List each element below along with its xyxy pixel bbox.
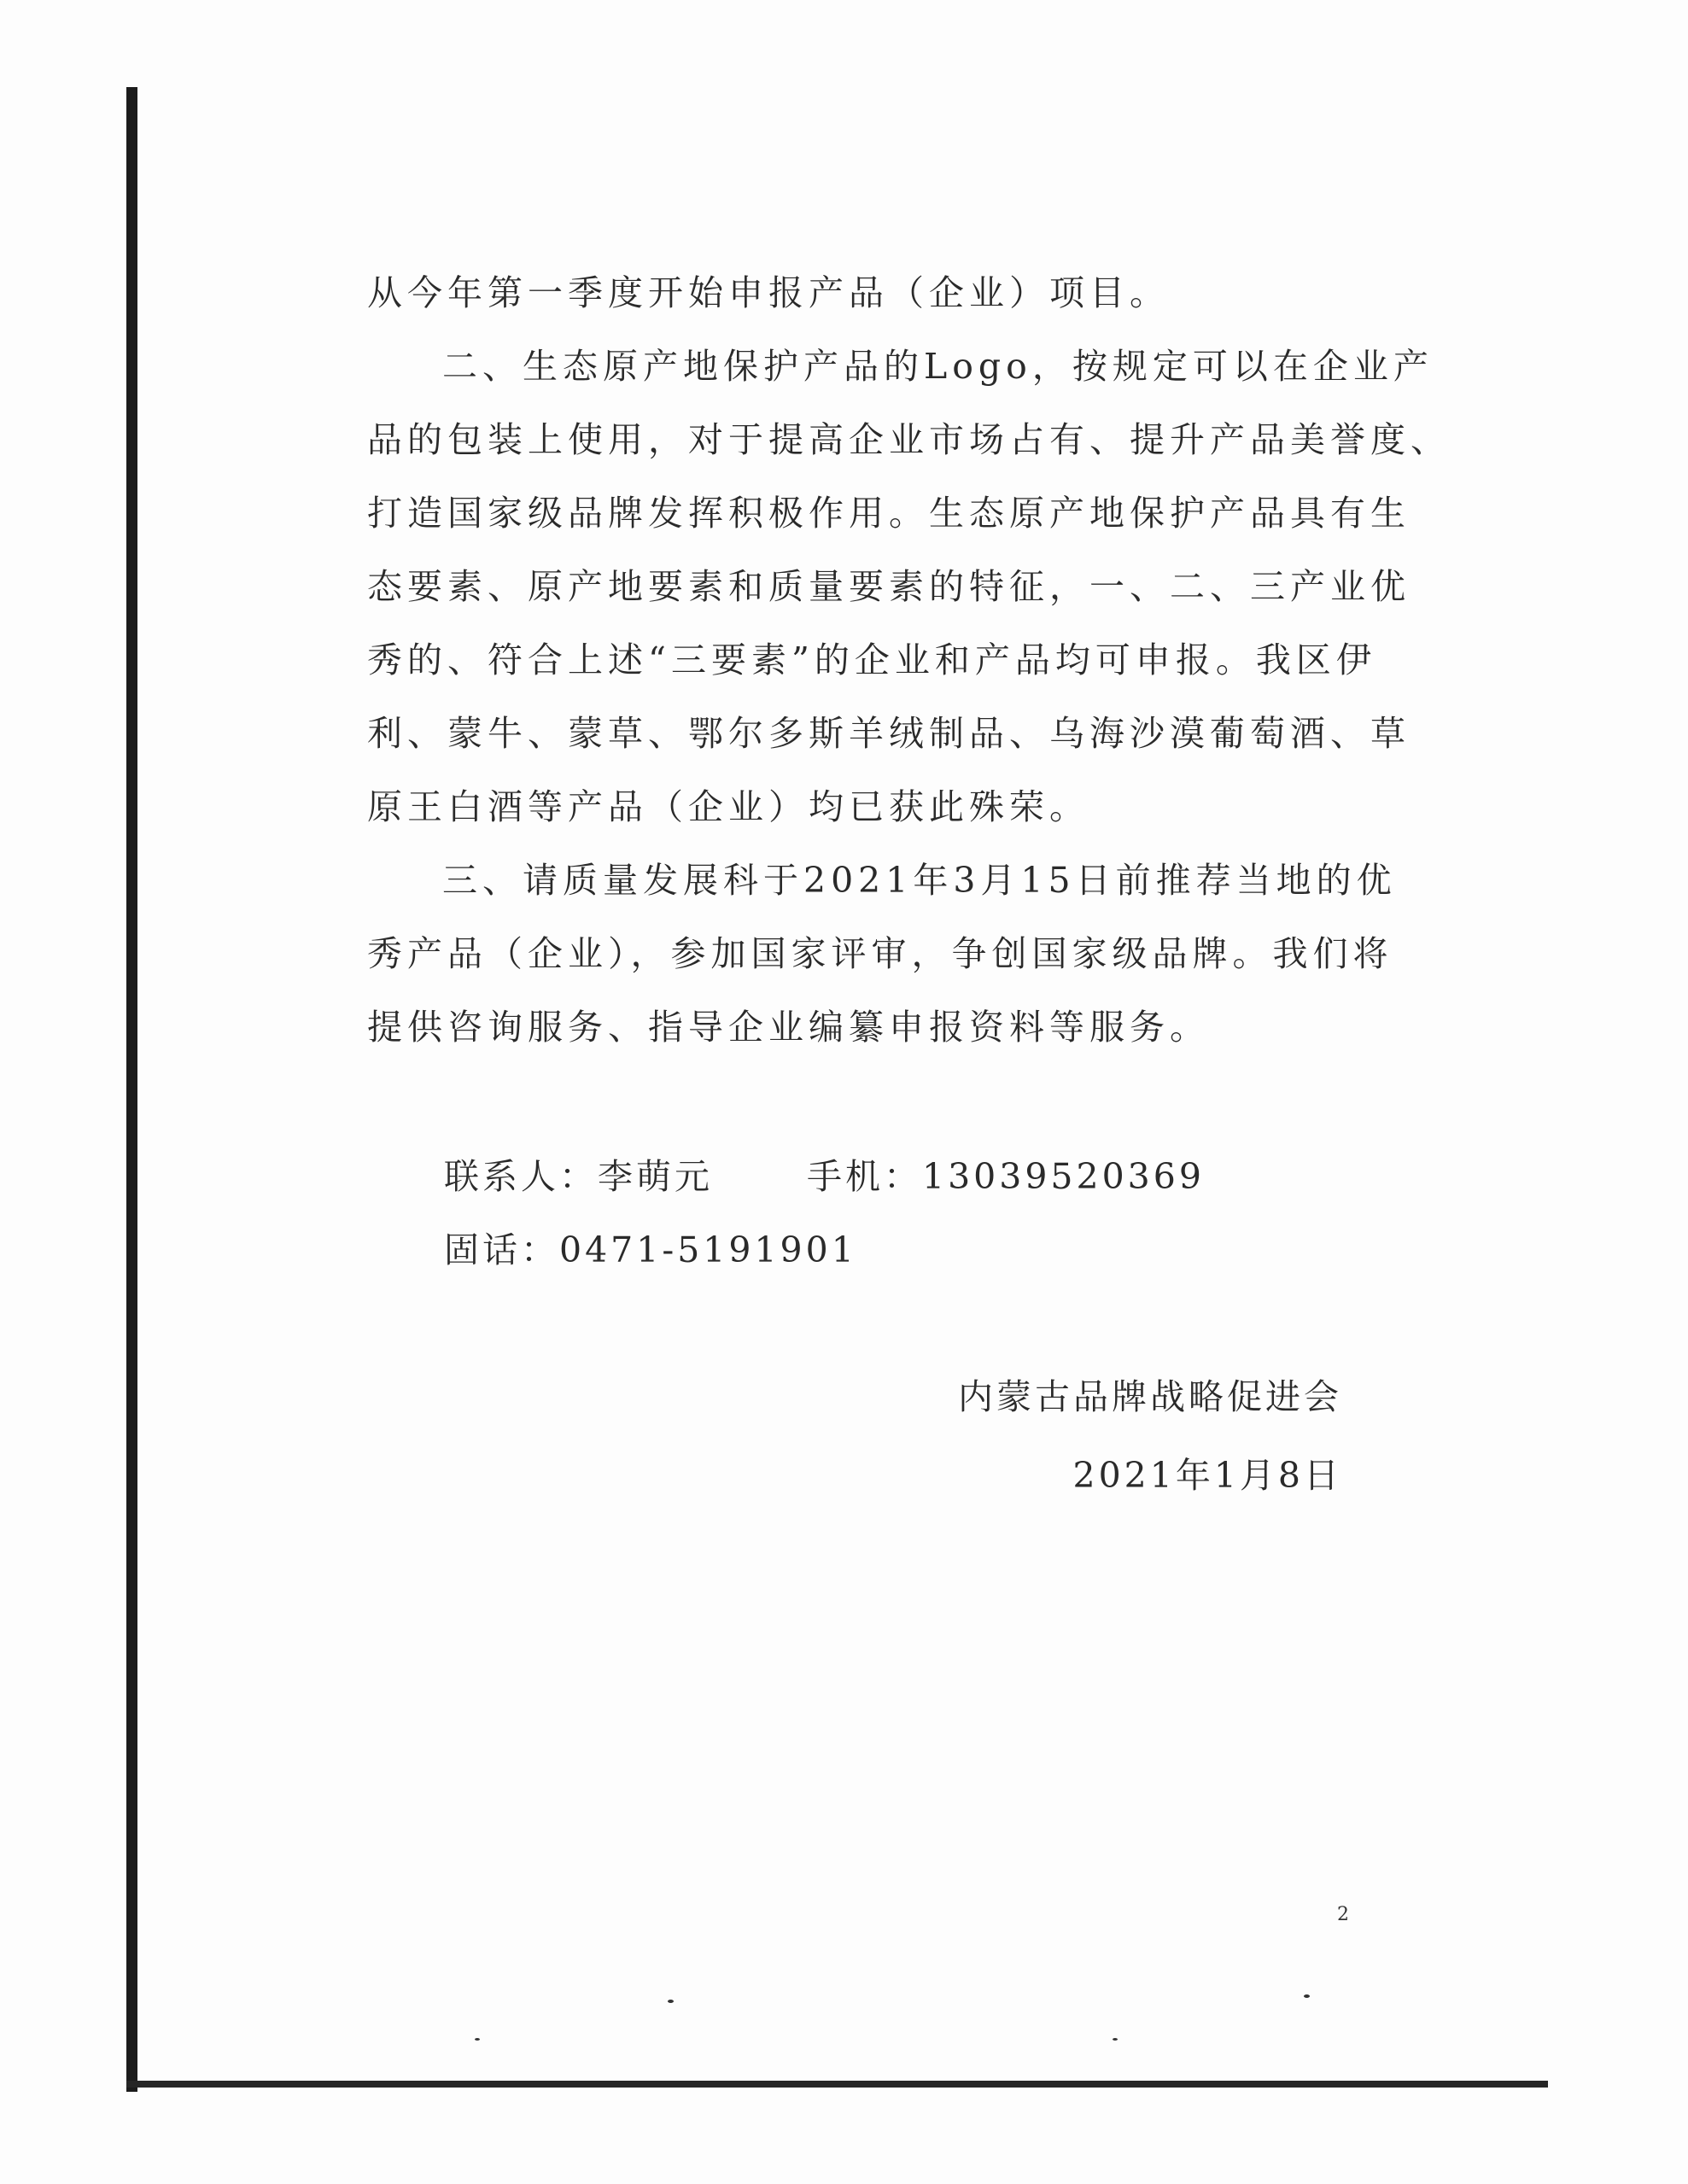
paragraph-2-line: 秀的、符合上述“三要素”的企业和产品均可申报。我区伊 xyxy=(367,639,1376,680)
phone-label: 固话： xyxy=(444,1229,559,1270)
paragraph-2-line: 二、生态原产地保护产品的Logo，按规定可以在企业产 xyxy=(442,346,1434,387)
paragraph-2-line: 态要素、原产地要素和质量要素的特征，一、二、三产业优 xyxy=(367,566,1411,607)
paragraph-2-line: 原王白酒等产品（企业）均已获此殊荣。 xyxy=(367,786,1089,827)
paragraph-2-line: 打造国家级品牌发挥积极作用。生态原产地保护产品具有生 xyxy=(367,493,1411,534)
paragraph-3-line: 秀产品（企业），参加国家评审，争创国家级品牌。我们将 xyxy=(367,933,1393,974)
signature-block xyxy=(958,1358,1342,1515)
scan-border-left xyxy=(126,87,137,2092)
contact-block xyxy=(444,1140,1205,1287)
paragraph-2-line: 利、蒙牛、蒙草、鄂尔多斯羊绒制品、乌海沙漠葡萄酒、草 xyxy=(367,713,1411,754)
paragraph-1-line: 从今年第一季度开始申报产品（企业）项目。 xyxy=(367,272,1170,313)
letter-body xyxy=(367,256,1451,1064)
paragraph-3-line: 提供咨询服务、指导企业编纂申报资料等服务。 xyxy=(367,1007,1210,1048)
contact-row-phone xyxy=(444,1213,1205,1287)
phone-number: 0471-5191901 xyxy=(559,1229,857,1270)
mobile-label: 手机： xyxy=(807,1156,922,1197)
scan-speck xyxy=(475,2038,480,2041)
mobile-number: 13039520369 xyxy=(922,1156,1205,1197)
paragraph-2-line: 品的包装上使用，对于提高企业市场占有、提升产品美誉度、 xyxy=(367,419,1451,460)
contact-row-person xyxy=(444,1140,1205,1213)
scan-border-bottom xyxy=(126,2081,1548,2088)
scan-speck xyxy=(668,2000,674,2003)
scan-speck xyxy=(1113,2038,1118,2041)
paragraph-3-line: 三、请质量发展科于2021年3月15日前推荐当地的优 xyxy=(442,860,1397,901)
scan-speck xyxy=(1304,1994,1310,1998)
contact-person-label: 联系人： xyxy=(444,1156,598,1197)
page-number: 2 xyxy=(1337,1904,1349,1925)
organization-name: 内蒙古品牌战略促进会 xyxy=(958,1376,1342,1417)
contact-person-name: 李萌元 xyxy=(598,1156,713,1197)
letter-date: 2021年1月8日 xyxy=(1072,1455,1342,1496)
